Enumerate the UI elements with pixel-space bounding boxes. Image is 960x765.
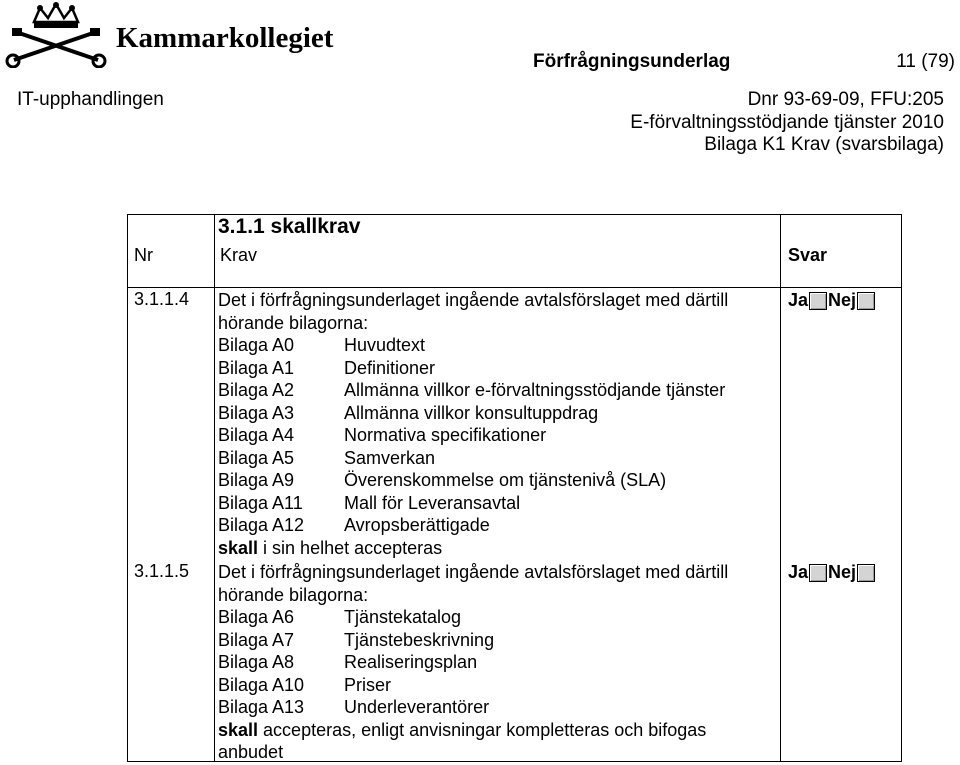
document-title: Förfrågningsunderlag bbox=[533, 51, 731, 72]
header-divider bbox=[128, 287, 901, 288]
requirement-number: 3.1.1.4 bbox=[134, 289, 190, 309]
list-item: Bilaga A13 Underleverantörer bbox=[218, 697, 490, 717]
column-divider bbox=[214, 215, 215, 761]
list-item: Bilaga A9 Överenskommelse om tjänstenivå (SLA) bbox=[218, 470, 667, 490]
no-label: Nej bbox=[828, 290, 857, 310]
kammarkollegiet-logo bbox=[4, 2, 334, 72]
department-label: IT-upphandlingen bbox=[17, 89, 164, 110]
list-item: Bilaga A6 Tjänstekatalog bbox=[218, 607, 462, 627]
column-header-svar: Svar bbox=[788, 245, 828, 265]
column-header-nr: Nr bbox=[134, 245, 153, 265]
yes-checkbox[interactable] bbox=[809, 292, 827, 310]
list-item: Bilaga A1 Definitioner bbox=[218, 357, 436, 378]
list-item: Bilaga A3 Allmänna villkor konsultuppdrag bbox=[218, 402, 599, 423]
closing-line: skall accepteras, enligt anvisningar kompletteras och bifogas bbox=[218, 719, 707, 740]
closing-line: skall i sin helhet accepteras bbox=[218, 537, 443, 558]
dnr-label: Dnr 93-69-09, FFU:205 bbox=[747, 89, 944, 110]
closing-line: anbudet bbox=[218, 742, 284, 762]
intro-line: Det i förfrågningsunderlaget ingående avtalsförslaget med därtill bbox=[218, 562, 729, 582]
list-item: Bilaga A12 Avropsberättigade bbox=[218, 515, 490, 535]
requirement-text bbox=[218, 289, 728, 559]
page-number: 11 (79) bbox=[896, 51, 955, 72]
column-header-krav: Krav bbox=[220, 245, 258, 265]
no-checkbox[interactable] bbox=[857, 292, 875, 310]
yes-label: Ja bbox=[788, 562, 809, 582]
requirement-text bbox=[218, 561, 728, 764]
requirement-number: 3.1.1.5 bbox=[134, 561, 190, 581]
list-item: Bilaga A2 Allmänna villkor e-förvaltningsstödjande tjänster bbox=[218, 380, 726, 400]
answer-options bbox=[788, 562, 876, 583]
intro-line: hörande bilagorna: bbox=[218, 584, 369, 605]
list-item: Bilaga A8 Realiseringsplan bbox=[218, 652, 478, 672]
list-item: Bilaga A0 Huvudtext bbox=[218, 335, 426, 355]
column-divider bbox=[780, 215, 781, 761]
section-title: 3.1.1 skallkrav bbox=[218, 215, 361, 238]
no-checkbox[interactable] bbox=[857, 564, 875, 582]
list-item: Bilaga A7 Tjänstebeskrivning bbox=[218, 629, 495, 650]
answer-options bbox=[788, 290, 876, 311]
list-item: Bilaga A5 Samverkan bbox=[218, 447, 436, 468]
crown-keys-icon bbox=[4, 2, 109, 68]
yes-checkbox[interactable] bbox=[809, 564, 827, 582]
intro-line: Det i förfrågningsunderlaget ingående avtalsförslaget med därtill bbox=[218, 290, 729, 310]
procurement-name: E-förvaltningsstödjande tjänster 2010 bbox=[630, 112, 944, 133]
list-item: Bilaga A4 Normativa specifikationer bbox=[218, 425, 547, 445]
yes-label: Ja bbox=[788, 290, 809, 310]
intro-line: hörande bilagorna: bbox=[218, 312, 369, 333]
no-label: Nej bbox=[828, 562, 857, 582]
list-item: Bilaga A11 Mall för Leveransavtal bbox=[218, 492, 521, 513]
list-item: Bilaga A10 Priser bbox=[218, 674, 392, 695]
org-name: Kammarkollegiet bbox=[116, 22, 334, 54]
attachment-label: Bilaga K1 Krav (svarsbilaga) bbox=[704, 134, 944, 155]
